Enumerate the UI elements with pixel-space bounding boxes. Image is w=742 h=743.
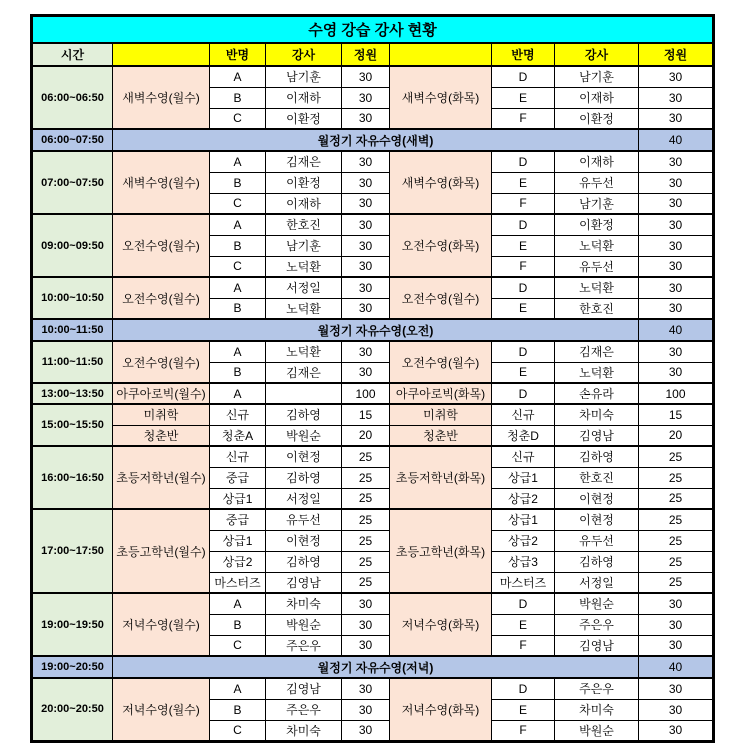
class-cell: A xyxy=(210,214,266,235)
instructor-cell: 한호진 xyxy=(266,214,342,235)
table-row xyxy=(32,404,714,425)
capacity-cell: 30 xyxy=(639,256,714,277)
instructor-cell: 노덕환 xyxy=(555,362,639,383)
table-row xyxy=(32,446,714,467)
program-cell-left: 초등고학년(월수) xyxy=(113,509,210,593)
class-cell: 중급 xyxy=(210,467,266,488)
instructor-cell: 김하영 xyxy=(555,551,639,572)
column-header-instructor-left: 강사 xyxy=(266,43,342,66)
capacity-cell: 25 xyxy=(639,446,714,467)
capacity-cell: 25 xyxy=(342,551,390,572)
capacity-cell: 30 xyxy=(639,720,714,741)
capacity-cell: 30 xyxy=(342,108,390,129)
class-cell: E xyxy=(492,362,555,383)
instructor-cell: 차미숙 xyxy=(555,699,639,720)
column-header-class-left: 반명 xyxy=(210,43,266,66)
instructor-cell: 유두선 xyxy=(555,530,639,551)
capacity-cell: 15 xyxy=(639,404,714,425)
program-cell-left: 새벽수영(월수) xyxy=(113,66,210,129)
instructor-cell: 김하영 xyxy=(555,446,639,467)
capacity-cell: 25 xyxy=(639,572,714,593)
instructor-cell: 한호진 xyxy=(555,298,639,319)
class-cell: F xyxy=(492,108,555,129)
class-cell: 상급1 xyxy=(492,467,555,488)
program-cell-right: 오전수영(화목) xyxy=(390,214,492,277)
instructor-cell: 김재은 xyxy=(266,362,342,383)
time-cell: 10:00~11:50 xyxy=(32,319,113,341)
table-row xyxy=(32,425,714,446)
table-row xyxy=(32,66,714,87)
table-row xyxy=(32,593,714,614)
free-swim-row xyxy=(32,129,714,151)
program-cell-right: 초등저학년(화목) xyxy=(390,446,492,509)
instructor-cell: 이환정 xyxy=(266,172,342,193)
capacity-cell: 30 xyxy=(639,151,714,172)
capacity-cell: 25 xyxy=(639,488,714,509)
class-cell: B xyxy=(210,614,266,635)
instructor-cell: 노덕환 xyxy=(555,277,639,298)
capacity-cell: 30 xyxy=(639,341,714,362)
class-cell: E xyxy=(492,87,555,108)
class-cell: C xyxy=(210,193,266,214)
instructor-cell: 이환정 xyxy=(266,108,342,129)
capacity-cell: 30 xyxy=(342,277,390,298)
class-cell: D xyxy=(492,678,555,699)
capacity-cell: 30 xyxy=(342,193,390,214)
column-header-blank-left xyxy=(113,43,210,66)
capacity-cell: 30 xyxy=(342,614,390,635)
capacity-cell: 40 xyxy=(639,129,714,151)
class-cell: D xyxy=(492,277,555,298)
capacity-cell: 30 xyxy=(639,362,714,383)
table-row xyxy=(32,509,714,530)
capacity-cell: 30 xyxy=(342,298,390,319)
instructor-cell: 주은우 xyxy=(555,614,639,635)
column-header-capacity-right: 정원 xyxy=(639,43,714,66)
class-cell: E xyxy=(492,298,555,319)
capacity-cell: 30 xyxy=(639,108,714,129)
class-cell: A xyxy=(210,593,266,614)
class-cell: A xyxy=(210,678,266,699)
instructor-cell: 이환정 xyxy=(555,108,639,129)
table-body xyxy=(32,66,714,741)
program-cell-right: 오전수영(월수) xyxy=(390,341,492,383)
class-cell: A xyxy=(210,383,266,404)
instructor-cell: 차미숙 xyxy=(266,593,342,614)
class-cell: D xyxy=(492,66,555,87)
time-cell: 07:00~07:50 xyxy=(32,151,113,214)
capacity-cell: 30 xyxy=(342,720,390,741)
column-header-row xyxy=(32,43,714,66)
capacity-cell: 30 xyxy=(639,87,714,108)
class-cell: D xyxy=(492,151,555,172)
instructor-cell: 주은우 xyxy=(555,678,639,699)
instructor-cell: 차미숙 xyxy=(555,404,639,425)
instructor-cell: 김하영 xyxy=(266,467,342,488)
instructor-cell: 이현정 xyxy=(555,509,639,530)
capacity-cell: 25 xyxy=(342,530,390,551)
capacity-cell: 25 xyxy=(639,530,714,551)
capacity-cell: 30 xyxy=(342,699,390,720)
instructor-cell: 박원순 xyxy=(555,720,639,741)
class-cell: E xyxy=(492,235,555,256)
capacity-cell: 30 xyxy=(342,235,390,256)
program-cell-left: 오전수영(월수) xyxy=(113,277,210,319)
instructor-cell: 김영남 xyxy=(266,572,342,593)
class-cell: 마스터즈 xyxy=(210,572,266,593)
class-cell: 상급1 xyxy=(210,488,266,509)
program-cell-right: 미취학 xyxy=(390,404,492,425)
time-cell: 11:00~11:50 xyxy=(32,341,113,383)
capacity-cell: 30 xyxy=(639,699,714,720)
capacity-cell: 30 xyxy=(639,66,714,87)
time-cell: 17:00~17:50 xyxy=(32,509,113,593)
time-cell: 06:00~06:50 xyxy=(32,66,113,129)
class-cell: E xyxy=(492,172,555,193)
title-row xyxy=(32,16,714,44)
class-cell: B xyxy=(210,172,266,193)
class-cell: 중급 xyxy=(210,509,266,530)
capacity-cell: 20 xyxy=(342,425,390,446)
class-cell: 상급2 xyxy=(492,530,555,551)
capacity-cell: 20 xyxy=(639,425,714,446)
time-cell: 09:00~09:50 xyxy=(32,214,113,277)
program-cell-left: 미취학 xyxy=(113,404,210,425)
class-cell: 마스터즈 xyxy=(492,572,555,593)
instructor-cell: 이현정 xyxy=(266,530,342,551)
capacity-cell: 30 xyxy=(639,298,714,319)
class-cell: F xyxy=(492,720,555,741)
instructor-cell: 손유라 xyxy=(555,383,639,404)
free-swim-row xyxy=(32,656,714,678)
capacity-cell: 30 xyxy=(342,172,390,193)
program-cell-right: 청춘반 xyxy=(390,425,492,446)
class-cell: 상급1 xyxy=(492,509,555,530)
instructor-cell: 노덕환 xyxy=(266,341,342,362)
column-header-time: 시간 xyxy=(32,43,113,66)
instructor-cell: 이환정 xyxy=(555,214,639,235)
time-cell: 19:00~19:50 xyxy=(32,593,113,656)
instructor-cell: 남기훈 xyxy=(555,66,639,87)
instructor-cell: 김재은 xyxy=(266,151,342,172)
capacity-cell: 40 xyxy=(639,319,714,341)
time-cell: 13:00~13:50 xyxy=(32,383,113,404)
capacity-cell: 40 xyxy=(639,656,714,678)
class-cell: D xyxy=(492,214,555,235)
program-cell-left: 새벽수영(월수) xyxy=(113,151,210,214)
time-cell: 20:00~20:50 xyxy=(32,678,113,741)
program-cell-right: 새벽수영(화목) xyxy=(390,66,492,129)
instructor-cell: 주은우 xyxy=(266,699,342,720)
table-row xyxy=(32,678,714,699)
instructor-cell: 남기훈 xyxy=(266,66,342,87)
class-cell: F xyxy=(492,256,555,277)
instructor-cell: 김하영 xyxy=(266,404,342,425)
class-cell: B xyxy=(210,87,266,108)
free-swim-row xyxy=(32,319,714,341)
instructor-cell: 박원순 xyxy=(555,593,639,614)
class-cell: 신규 xyxy=(492,446,555,467)
program-cell-left: 오전수영(월수) xyxy=(113,214,210,277)
capacity-cell: 30 xyxy=(342,678,390,699)
time-cell: 10:00~10:50 xyxy=(32,277,113,319)
capacity-cell: 30 xyxy=(342,635,390,656)
capacity-cell: 25 xyxy=(342,467,390,488)
column-header-blank-right xyxy=(390,43,492,66)
program-cell-right: 저녁수영(화목) xyxy=(390,593,492,656)
instructor-cell: 서정일 xyxy=(266,488,342,509)
class-cell: E xyxy=(492,614,555,635)
instructor-cell: 김영남 xyxy=(266,678,342,699)
capacity-cell: 25 xyxy=(342,488,390,509)
capacity-cell: 25 xyxy=(342,572,390,593)
instructor-cell: 박원순 xyxy=(266,614,342,635)
class-cell: E xyxy=(492,699,555,720)
capacity-cell: 30 xyxy=(639,193,714,214)
instructor-cell: 한호진 xyxy=(555,467,639,488)
class-cell: 청춘D xyxy=(492,425,555,446)
free-swim-label: 월정기 자유수영(저녁) xyxy=(113,656,639,678)
class-cell: 상급3 xyxy=(492,551,555,572)
instructor-cell: 이재하 xyxy=(555,87,639,108)
class-cell: A xyxy=(210,66,266,87)
class-cell: C xyxy=(210,256,266,277)
instructor-cell: 김영남 xyxy=(555,635,639,656)
instructor-cell: 노덕환 xyxy=(555,235,639,256)
class-cell: C xyxy=(210,635,266,656)
class-cell: D xyxy=(492,383,555,404)
table-row xyxy=(32,341,714,362)
capacity-cell: 25 xyxy=(342,446,390,467)
instructor-cell xyxy=(266,383,342,404)
capacity-cell: 30 xyxy=(342,256,390,277)
capacity-cell: 100 xyxy=(639,383,714,404)
table-row xyxy=(32,151,714,172)
class-cell: C xyxy=(210,108,266,129)
program-cell-right: 초등고학년(화목) xyxy=(390,509,492,593)
table-row xyxy=(32,383,714,404)
class-cell: B xyxy=(210,235,266,256)
class-cell: 상급1 xyxy=(210,530,266,551)
instructor-cell: 이현정 xyxy=(266,446,342,467)
class-cell: 신규 xyxy=(210,404,266,425)
instructor-cell: 김영남 xyxy=(555,425,639,446)
class-cell: 청춘A xyxy=(210,425,266,446)
class-cell: 신규 xyxy=(210,446,266,467)
table-row xyxy=(32,277,714,298)
class-cell: 신규 xyxy=(492,404,555,425)
capacity-cell: 30 xyxy=(639,214,714,235)
capacity-cell: 30 xyxy=(639,235,714,256)
capacity-cell: 25 xyxy=(639,551,714,572)
program-cell-right: 새벽수영(화목) xyxy=(390,151,492,214)
capacity-cell: 30 xyxy=(639,593,714,614)
class-cell: B xyxy=(210,699,266,720)
program-cell-left: 저녁수영(월수) xyxy=(113,678,210,741)
program-cell-left: 청춘반 xyxy=(113,425,210,446)
class-cell: D xyxy=(492,593,555,614)
instructor-cell: 노덕환 xyxy=(266,256,342,277)
instructor-cell: 남기훈 xyxy=(266,235,342,256)
class-cell: A xyxy=(210,151,266,172)
class-cell: B xyxy=(210,298,266,319)
instructor-cell: 이재하 xyxy=(266,87,342,108)
capacity-cell: 30 xyxy=(342,87,390,108)
instructor-cell: 김하영 xyxy=(266,551,342,572)
capacity-cell: 30 xyxy=(342,341,390,362)
capacity-cell: 30 xyxy=(342,214,390,235)
instructor-cell: 이재하 xyxy=(555,151,639,172)
capacity-cell: 30 xyxy=(639,172,714,193)
time-cell: 15:00~15:50 xyxy=(32,404,113,446)
instructor-cell: 남기훈 xyxy=(555,193,639,214)
program-cell-right: 저녁수영(화목) xyxy=(390,678,492,741)
capacity-cell: 30 xyxy=(639,678,714,699)
capacity-cell: 100 xyxy=(342,383,390,404)
free-swim-label: 월정기 자유수영(새벽) xyxy=(113,129,639,151)
class-cell: F xyxy=(492,193,555,214)
capacity-cell: 25 xyxy=(342,509,390,530)
free-swim-label: 월정기 자유수영(오전) xyxy=(113,319,639,341)
column-header-capacity-left: 정원 xyxy=(342,43,390,66)
schedule-table xyxy=(30,14,715,743)
time-cell: 19:00~20:50 xyxy=(32,656,113,678)
program-cell-left: 오전수영(월수) xyxy=(113,341,210,383)
page-title: 수영 강습 강사 현황 xyxy=(32,16,714,44)
instructor-cell: 서정일 xyxy=(555,572,639,593)
class-cell: B xyxy=(210,362,266,383)
time-cell: 06:00~07:50 xyxy=(32,129,113,151)
instructor-cell: 박원순 xyxy=(266,425,342,446)
time-cell: 16:00~16:50 xyxy=(32,446,113,509)
capacity-cell: 30 xyxy=(639,277,714,298)
instructor-cell: 주은우 xyxy=(266,635,342,656)
program-cell-right: 오전수영(월수) xyxy=(390,277,492,319)
instructor-cell: 유두선 xyxy=(555,256,639,277)
program-cell-left: 저녁수영(월수) xyxy=(113,593,210,656)
class-cell: D xyxy=(492,341,555,362)
capacity-cell: 30 xyxy=(639,614,714,635)
class-cell: C xyxy=(210,720,266,741)
capacity-cell: 30 xyxy=(342,362,390,383)
capacity-cell: 30 xyxy=(342,66,390,87)
instructor-cell: 차미숙 xyxy=(266,720,342,741)
instructor-cell: 이현정 xyxy=(555,488,639,509)
capacity-cell: 25 xyxy=(639,467,714,488)
class-cell: 상급2 xyxy=(210,551,266,572)
column-header-instructor-right: 강사 xyxy=(555,43,639,66)
class-cell: A xyxy=(210,341,266,362)
program-cell-left: 초등저학년(월수) xyxy=(113,446,210,509)
instructor-cell: 유두선 xyxy=(555,172,639,193)
class-cell: F xyxy=(492,635,555,656)
instructor-cell: 서정일 xyxy=(266,277,342,298)
capacity-cell: 30 xyxy=(342,151,390,172)
table-row xyxy=(32,214,714,235)
column-header-class-right: 반명 xyxy=(492,43,555,66)
capacity-cell: 30 xyxy=(639,635,714,656)
instructor-cell: 김재은 xyxy=(555,341,639,362)
program-cell-left: 아쿠아로빅(월수) xyxy=(113,383,210,404)
capacity-cell: 25 xyxy=(639,509,714,530)
class-cell: 상급2 xyxy=(492,488,555,509)
instructor-cell: 이재하 xyxy=(266,193,342,214)
class-cell: A xyxy=(210,277,266,298)
instructor-cell: 노덕환 xyxy=(266,298,342,319)
capacity-cell: 30 xyxy=(342,593,390,614)
instructor-cell: 유두선 xyxy=(266,509,342,530)
capacity-cell: 15 xyxy=(342,404,390,425)
program-cell-right: 아쿠아로빅(화목) xyxy=(390,383,492,404)
